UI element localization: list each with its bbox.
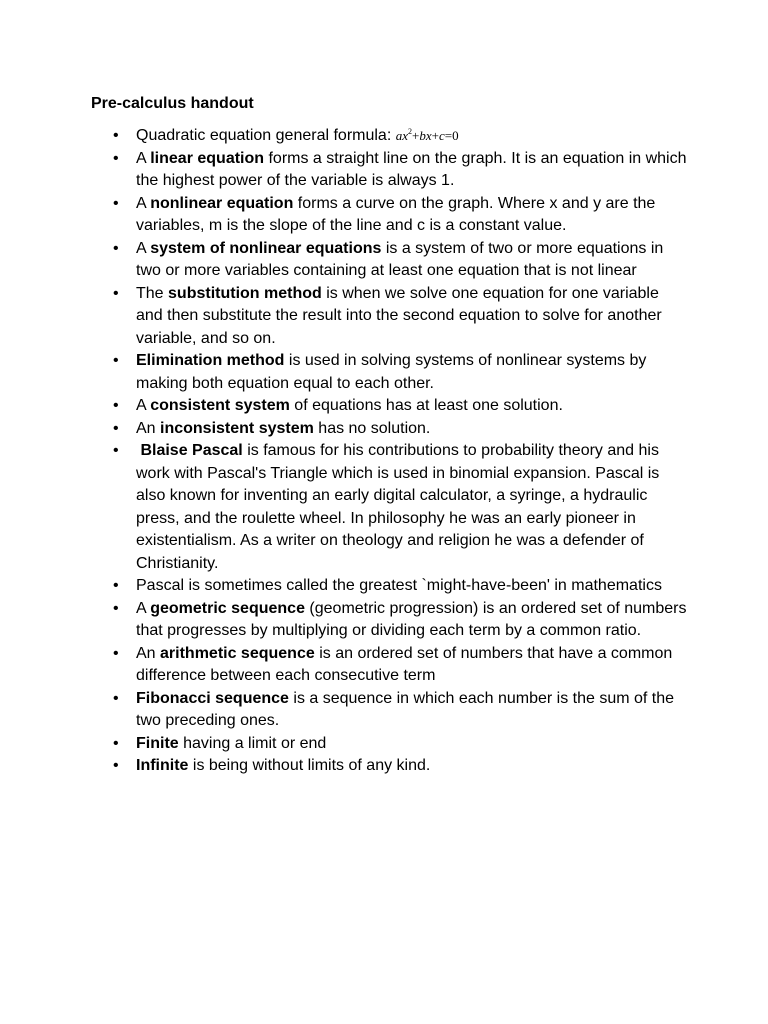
- bullet-icon: •: [113, 419, 119, 437]
- bullet-icon: •: [113, 397, 119, 414]
- bullet-icon: •: [113, 757, 119, 774]
- list-item: [0, 350, 768, 395]
- item-post-text: forms a straight line on the graph. It is an equation in which the highest power of the variable is always 1.: [136, 149, 687, 189]
- list-item: [0, 755, 768, 778]
- item-term: Infinite: [136, 757, 189, 774]
- item-pre-text: Quadratic equation general formula:: [136, 127, 396, 144]
- item-pre-text: The: [136, 284, 169, 302]
- bullet-icon: •: [113, 577, 119, 594]
- item-term: Elimination method: [136, 352, 285, 369]
- bullet-icon: •: [113, 127, 119, 144]
- list-item: [0, 598, 768, 643]
- list-item: [0, 688, 768, 733]
- bullet-icon: •: [113, 284, 119, 302]
- item-post-text: forms a curve on the graph. Where x and y are the variables, m is the slope of the line and c is a constant value.: [136, 194, 656, 234]
- item-term: geometric sequence: [150, 599, 305, 617]
- item-post-text: is a sequence in which each number is the sum of the two preceding ones.: [136, 689, 675, 729]
- item-pre-text: Pascal is sometimes called the greatest `might-have-been' in mathematics: [136, 577, 662, 594]
- page-title: Pre-calculus handout: [91, 95, 254, 112]
- list-item: [0, 193, 768, 238]
- item-post-text: (geometric progression) is an ordered set of numbers that progresses by multiplying or dividing each term by a common ratio.: [136, 599, 687, 639]
- item-post-text: of equations has at least one solution.: [289, 397, 563, 414]
- item-post-text: is when we solve one equation for one variable and then substitute the result into the second equation to solve for another variable, and so on.: [136, 284, 662, 347]
- item-post-text: is being without limits of any kind.: [188, 757, 431, 774]
- bullet-icon: •: [113, 352, 119, 369]
- list-item: [0, 238, 768, 283]
- bullet-icon: •: [113, 644, 119, 662]
- list-item: [0, 148, 768, 193]
- item-post-text: is a system of two or more equations in two or more variables containing at least one equation that is not linear: [136, 239, 664, 279]
- bullet-icon: •: [113, 599, 119, 617]
- item-term: system of nonlinear equations: [150, 239, 382, 257]
- item-post-text: has no solution.: [313, 419, 431, 437]
- list-item: [0, 125, 768, 148]
- list-item: [0, 395, 768, 418]
- item-term: consistent system: [150, 397, 290, 414]
- item-post-text: is an ordered set of numbers that have a common difference between each consecutive term: [136, 644, 673, 684]
- list-item: [0, 440, 768, 575]
- item-term: Finite: [136, 734, 179, 752]
- item-term: linear equation: [150, 149, 265, 167]
- item-term: substitution method: [168, 284, 322, 302]
- item-term: Blaise Pascal: [140, 442, 243, 459]
- item-pre-text: A: [136, 239, 151, 257]
- item-pre-text: An: [136, 644, 161, 662]
- item-term: nonlinear equation: [150, 194, 294, 212]
- item-term: arithmetic sequence: [160, 644, 315, 662]
- bullet-icon: •: [113, 689, 119, 707]
- list-item: [0, 643, 768, 688]
- item-pre-text: A: [136, 599, 151, 617]
- item-post-text: is used in solving systems of nonlinear systems by making both equation equal to each other.: [136, 352, 647, 392]
- bullet-icon: •: [113, 239, 119, 257]
- item-post-text: is famous for his contributions to probability theory and his work with Pascal's Triangle which is used in binomial expansion. Pascal is also known for inventing an early digital calculator, a syringe, a hydraulic press, and the roulette wheel. In philosophy he was an early pioneer in existentialism. As a writer on theology and religion he was a defender of Christianity.: [136, 442, 660, 572]
- item-pre-text: A: [136, 397, 151, 414]
- item-term: Fibonacci sequence: [136, 689, 289, 707]
- item-pre-text: An: [136, 419, 161, 437]
- quadratic-formula: $ax^2+bx+c=0$: [395, 127, 459, 143]
- item-pre-text: A: [136, 194, 151, 212]
- bullet-list: [0, 125, 768, 778]
- list-item: [0, 733, 768, 756]
- list-item: [0, 418, 768, 441]
- bullet-icon: •: [113, 442, 119, 459]
- bullet-icon: •: [113, 149, 119, 167]
- item-post-text: having a limit or end: [178, 734, 327, 752]
- bullet-icon: •: [113, 734, 119, 752]
- list-item: [0, 575, 768, 598]
- item-term: inconsistent system: [160, 419, 314, 437]
- bullet-icon: •: [113, 194, 119, 212]
- item-pre-text: A: [136, 149, 151, 167]
- list-item: [0, 283, 768, 351]
